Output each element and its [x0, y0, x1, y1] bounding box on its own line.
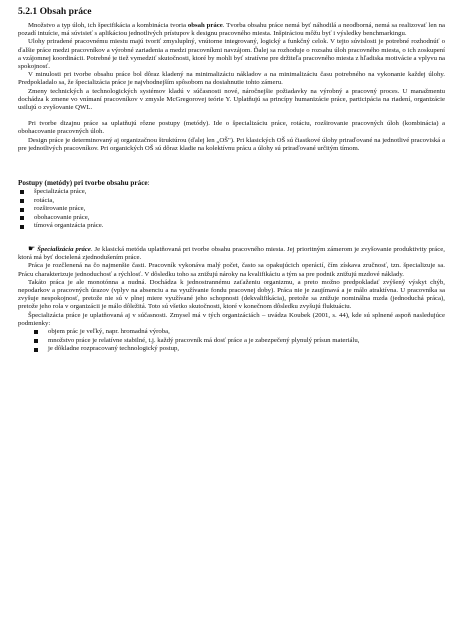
paragraph-past: V minulosti pri tvorbe obsahu práce bol dôraz kladený na minimalizáciu nákladov a na minimalizáciu času potrebného na vykonanie každej úlohy. Predpokladalo sa, že špecializácia práce je najvhodnejším spôsobom na dosiahnutie tohto zámeru.: [18, 71, 445, 87]
bullet-icon: [34, 330, 38, 334]
paragraph-text: Množstvo a typ úloh, ich špecifikácia a kombinácia tvoria: [28, 22, 188, 29]
bullet-icon: [34, 348, 38, 352]
bullet-icon: [34, 339, 38, 343]
list-item: špecializácia práce,: [20, 188, 445, 197]
paragraph-text: . Tvorba obsahu práce nemá byť náhodilá a neodborná, nemá sa realizovať len na pozadí intuície, má súvisieť s aplikáciou jednotlivých prístupov k designu pracovného miesta. Inšpiráciou môžu byť i výsledky benchmarkingu.: [18, 22, 445, 38]
conditions-list: [18, 328, 445, 354]
paragraph-division: Práca je rozčlenená na čo najmenšie časti. Pracovník vykonáva malý počet, často sa opakujúcich operácií, čím získava zručnosť, tzn. špecializuje sa. Prácu charakterizuje jednoduchosť a rýchlosť. V dôsledku toho sa znižujú nároky na kvalifikáciu a tým sa pre podnik znižujú mzdové náklady.: [18, 262, 445, 278]
list-item: rotácia,: [20, 197, 445, 206]
bullet-icon: [20, 208, 24, 212]
bullet-icon: [20, 216, 24, 220]
list-item: objem prác je veľký, napr. hromadná výroba,: [34, 328, 445, 337]
term-specialization: Špecializácia práce: [37, 246, 91, 254]
paragraph-tasks: Ulohy priradené pracovnému miestu majú tvoriť zmysluplný, vnútorne integrovaný, logický a funkčný celok. V tejto súvislosti je potrebné rozhodnúť o ďalšie práce medzi pracovníkov a výrobné zariadenia a medzi pracovníkmi navzájom. Ďalej sa rozhoduje o rozsahu úloh pracovného miesta, o ich zoskupení a vzájomnej koordinácii. Potrebné je tiež vymedziť skutočnosti, ktoré by mohli byť stratívne pre držiteľa pracovného miesta z hľadiska motivácie a vplyvu na spokojnosť.: [18, 38, 446, 71]
bullet-icon: [20, 190, 24, 194]
bold-term: obsah práce: [187, 22, 223, 29]
list-item: množstvo práce je relatívne stabilné, t.j. každý pracovník má dosť práce a je zabezpečený plynulý prísun materiálu,: [34, 337, 445, 346]
list-item: rozširovanie práce,: [20, 205, 445, 214]
bullet-icon: [20, 225, 24, 229]
paragraph-current-use: Špecializácia práce je uplatňovaná aj v súčasnosti. Zmysel má v tých organizáciách – uvádza Koubek (2001, s. 44), kde sú splnené aspoň nasledujúce podmienky:: [18, 311, 445, 327]
section-title: 5.2.1 Obsah práce: [18, 6, 92, 17]
pointing-hand-icon: ☛: [28, 244, 36, 254]
paragraph-content-of-work: [18, 22, 445, 38]
paragraph-specialization: ☛ Špecializácia práce. Je klasická metóda uplatňovaná pri tvorbe obsahu pracovného miesta. Jej prioritným zámerom je zvyšovanie produktivity práce, ktorá má byť docielená zjednodušením práce.: [18, 244, 445, 262]
methods-heading: Postupy (metódy) pri tvorbe obsahu práce:: [18, 179, 150, 188]
paragraph-design-methods: Pri tvorbe dizajnu práce sa uplatňujú rôzne postupy (metódy). Ide o špecializáciu práce, rotáciu, rozširovanie pracovných úloh (kombinácia) a obohacovanie pracovných úloh.: [18, 120, 445, 136]
spacer: [18, 153, 445, 179]
methods-list: [18, 188, 445, 231]
bullet-icon: [20, 199, 24, 203]
spacer: [18, 231, 445, 245]
list-item: tímová organizácia práce.: [20, 222, 445, 231]
spacer: [18, 112, 445, 120]
paragraph-org-structure: Design práce je determinovaný aj organizačnou štruktúrou (ďalej len „OŠ"). Pri klasických OŠ sú čiastkové úlohy priraďované na jednotlivé pracoviská a pre jednotlivých pracovníkov. Pri organických OŠ sú dôraz kladie na kolektívnu prácu a úlohy sú priraďované určitým tímom.: [18, 136, 445, 152]
list-item: je dôkladne rozpracovaný technologický postup,: [34, 345, 445, 354]
paragraph-changes: Zmeny technických a technologických systémov kladú v súčasnosti nové, náročnejšie požiadavky na výrobný a pracovný proces. U manažmentu dochádza k zmene vo vnímaní pracovníkov v zmysle McGregorovej teórie Y. Uplatňujú sa princípy humanizácie práce, participácia na riadení, organizácie usilujú o zvyšovanie QWL.: [18, 87, 445, 112]
list-item: obohacovanie práce,: [20, 214, 445, 223]
paragraph-monotony: Takáto práca je ale monotónna a nudná. Dochádza k jednostrannému zaťaženiu organizmu, a preto možno predpokladať zvýšený výskyt chýb, nepodarkov a pracovných úrazov (vplyv na absenciu a na využívanie fondu pracovnej doby). Práca nie je zaujímavá a je málo atraktívna. U pracovníka sa zvyšuje nespokojnosť, pretože nie sú v plnej miere využívané jeho schopnosti (dekvalifikácia), pretože sa znižuje nominálna mzda (jednoduchá práca), pretože jeho rola v organizácii je málo dôležitá. Toto sú všetko skutočnosti, ktoré v konečnom dôsledku zvyšujú fluktuáciu.: [18, 278, 445, 311]
